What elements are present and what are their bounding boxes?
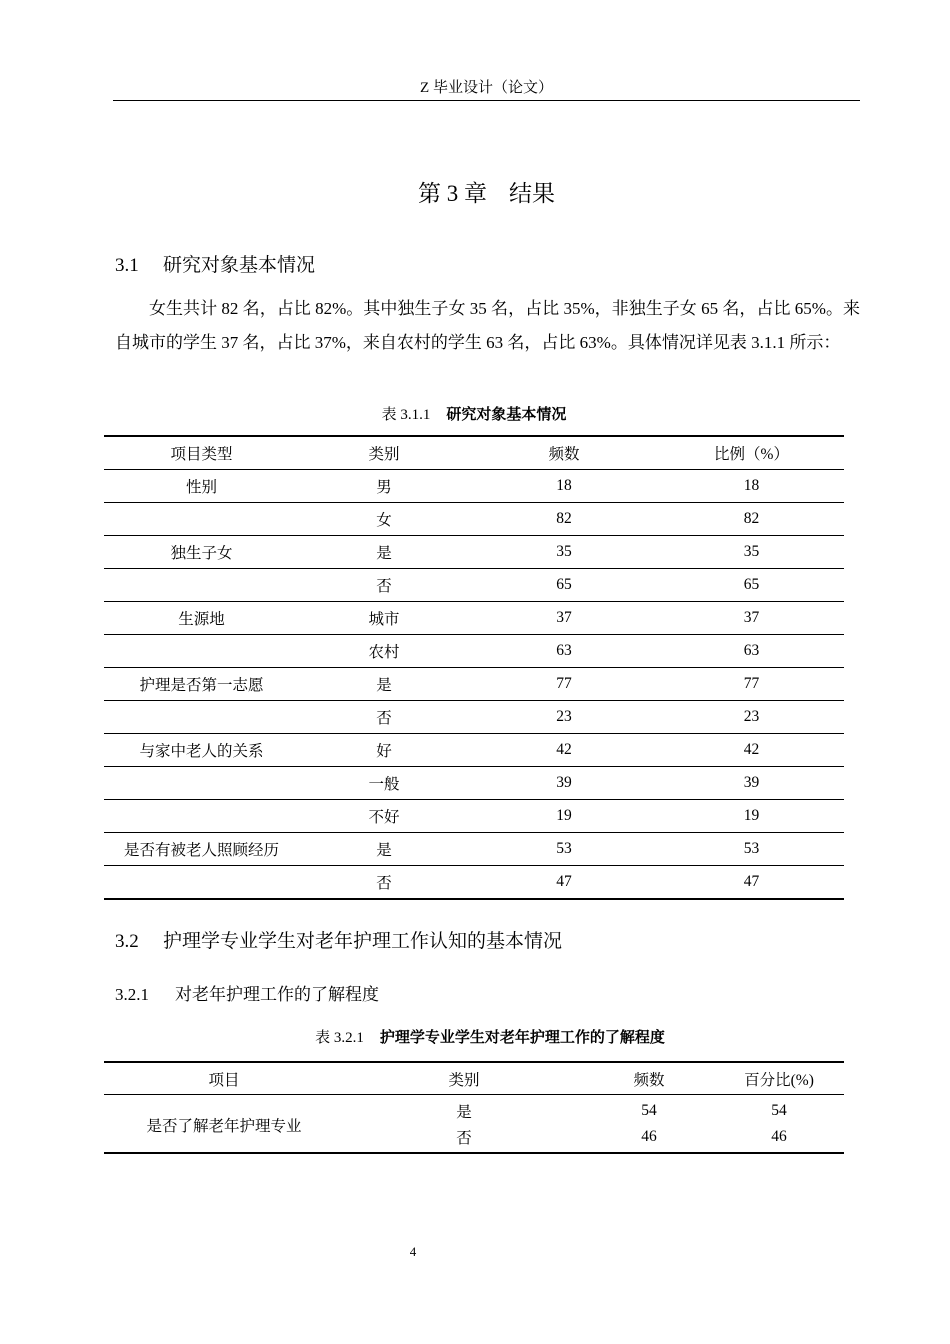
table-cell: 城市 — [299, 602, 469, 635]
table-cell: 47 — [659, 866, 844, 900]
table-cell — [104, 635, 299, 668]
table-cell: 18 — [659, 470, 844, 503]
table-cell — [104, 569, 299, 602]
table-cell: 54 — [641, 1102, 657, 1119]
table-cell: 46 — [714, 1124, 844, 1153]
table-cell: 46 — [584, 1124, 714, 1153]
table-row — [104, 635, 844, 668]
caption-title: 护理学专业学生对老年护理工作的了解程度 — [379, 1030, 665, 1046]
table-cell — [104, 800, 299, 833]
table-caption-3-2-1 — [104, 1027, 876, 1049]
table-caption-3-1-1 — [104, 404, 844, 426]
table-cell: 53 — [469, 833, 659, 866]
table-header-row — [104, 1062, 844, 1095]
section-number: 3.2 — [115, 931, 139, 952]
table-cell: 护理是否第一志愿 — [104, 668, 299, 701]
table-row — [104, 734, 844, 767]
table-cell-item: 是否了解老年护理专业 — [104, 1095, 344, 1154]
table-cell: 63 — [659, 635, 844, 668]
table-cell: 是 — [299, 668, 469, 701]
chapter-title: 结果 — [509, 181, 555, 206]
column-header: 类别 — [299, 436, 469, 470]
caption-title: 研究对象基本情况 — [446, 407, 567, 423]
table-cell: 65 — [659, 569, 844, 602]
table-cell: 54 — [771, 1102, 787, 1119]
table-cell: 37 — [469, 602, 659, 635]
table-cell: 是 — [299, 536, 469, 569]
table-cell: 否 — [344, 1124, 584, 1153]
column-header: 项目 — [104, 1062, 344, 1095]
table-row — [104, 1095, 844, 1125]
section-heading-3-1 — [115, 252, 315, 280]
section-title: 护理学专业学生对老年护理工作认知的基本情况 — [163, 931, 563, 952]
table-cell: 农村 — [299, 635, 469, 668]
table-cell: 23 — [659, 701, 844, 734]
table-cell: 42 — [469, 734, 659, 767]
table-row — [104, 701, 844, 734]
subsection-heading-3-2-1 — [115, 982, 379, 1008]
table-cell: 男 — [299, 470, 469, 503]
table-cell: 65 — [469, 569, 659, 602]
table-cell: 39 — [469, 767, 659, 800]
table-row — [104, 470, 844, 503]
column-header: 频数 — [584, 1062, 714, 1095]
table-cell: 77 — [659, 668, 844, 701]
table-cell: 37 — [659, 602, 844, 635]
table-row — [104, 536, 844, 569]
section-heading-3-2 — [115, 928, 562, 956]
table-cell: 19 — [469, 800, 659, 833]
column-header: 频数 — [469, 436, 659, 470]
table-row — [104, 668, 844, 701]
table-cell: 18 — [469, 470, 659, 503]
column-header: 比例（%） — [659, 436, 844, 470]
table-3-2-1 — [104, 1061, 844, 1154]
table-cell: 42 — [659, 734, 844, 767]
table-cell: 一般 — [299, 767, 469, 800]
table-row — [104, 833, 844, 866]
column-header: 类别 — [344, 1062, 584, 1095]
table-cell: 19 — [659, 800, 844, 833]
table-cell: 63 — [469, 635, 659, 668]
table-cell: 是 — [299, 833, 469, 866]
subsection-number: 3.2.1 — [115, 985, 149, 1004]
page-number: 4 — [409, 1244, 417, 1259]
table-cell: 好 — [299, 734, 469, 767]
table-row — [104, 503, 844, 536]
table-cell: 35 — [469, 536, 659, 569]
table-cell: 性别 — [104, 470, 299, 503]
table-cell: 23 — [469, 701, 659, 734]
table-cell: 35 — [659, 536, 844, 569]
table-cell: 39 — [659, 767, 844, 800]
table-row — [104, 767, 844, 800]
table-row — [104, 800, 844, 833]
table-row — [104, 866, 844, 900]
table-cell: 47 — [469, 866, 659, 900]
chapter-number: 第 3 章 — [418, 181, 487, 206]
table-cell — [104, 701, 299, 734]
chapter-heading — [113, 178, 860, 210]
table-cell: 82 — [469, 503, 659, 536]
table-cell: 女 — [299, 503, 469, 536]
table-cell: 否 — [299, 569, 469, 602]
body-paragraph: 女生共计 82 名，占比 82%。其中独生子女 35 名，占比 35%，非独生子女 65 名，占比 65%。来自城市的学生 37 名，占比 37%，来自农村的学生 63 名，占比 63%。具体情况详见表 3.1.1 所示： — [115, 299, 860, 352]
table-cell: 不好 — [299, 800, 469, 833]
table-cell: 是 — [456, 1104, 472, 1121]
table-cell: 独生子女 — [104, 536, 299, 569]
table-cell: 82 — [659, 503, 844, 536]
caption-number: 表 3.2.1 — [315, 1030, 364, 1046]
subsection-title: 对老年护理工作的了解程度 — [175, 985, 379, 1004]
table-3-1-1 — [104, 435, 844, 900]
table-cell — [104, 503, 299, 536]
column-header: 百分比(%) — [714, 1062, 844, 1095]
table-cell: 77 — [469, 668, 659, 701]
table-cell: 生源地 — [104, 602, 299, 635]
caption-number: 表 3.1.1 — [381, 407, 431, 423]
table-cell: 是否有被老人照顾经历 — [104, 833, 299, 866]
table-row — [104, 602, 844, 635]
table-cell — [104, 767, 299, 800]
page-header: Z 毕业设计（论文） — [420, 80, 553, 96]
header-rule — [113, 100, 860, 101]
column-header: 项目类型 — [104, 436, 299, 470]
table-cell: 否 — [299, 866, 469, 900]
table-cell: 53 — [659, 833, 844, 866]
table-header-row — [104, 436, 844, 470]
section-title: 研究对象基本情况 — [163, 255, 316, 276]
table-row — [104, 569, 844, 602]
table-cell — [104, 866, 299, 900]
table-cell: 与家中老人的关系 — [104, 734, 299, 767]
section-number: 3.1 — [115, 255, 139, 276]
table-cell: 否 — [299, 701, 469, 734]
